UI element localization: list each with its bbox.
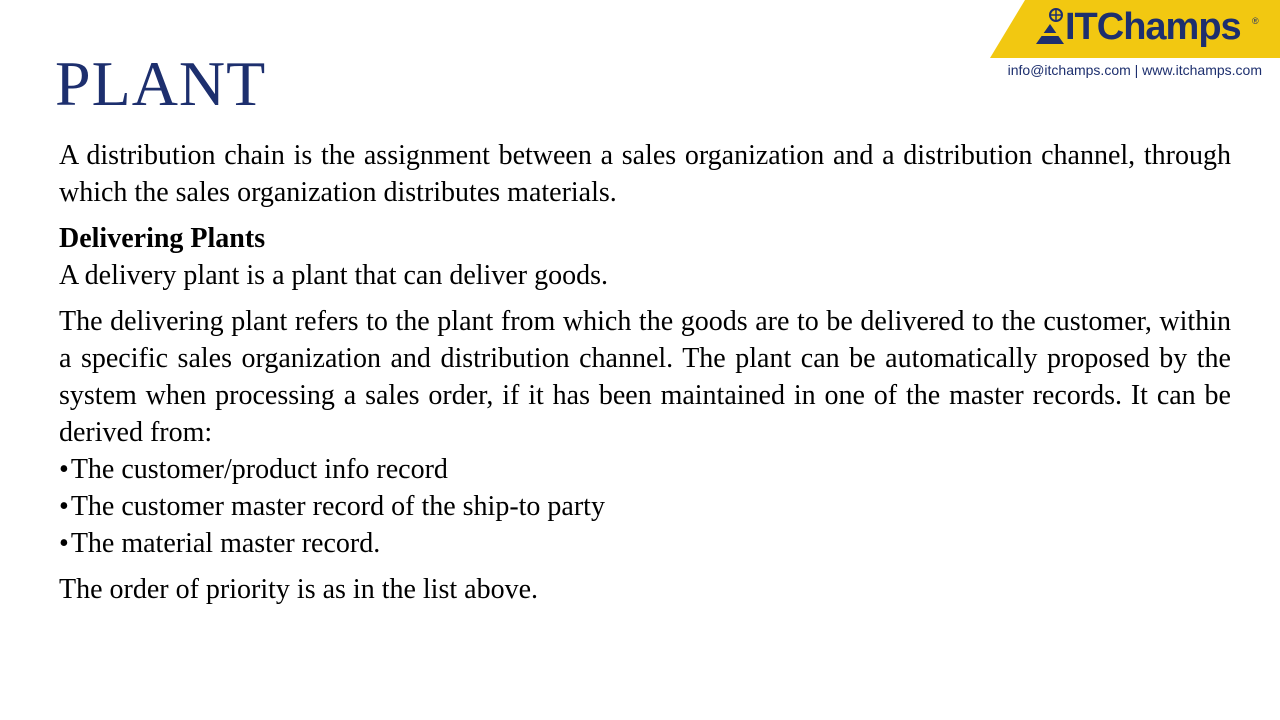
- source-list: [59, 451, 1231, 562]
- list-item-text: The customer master record of the ship-to party: [70, 491, 605, 522]
- list-item: [59, 525, 1231, 562]
- closing-text: The order of priority is as in the list above.: [59, 574, 538, 605]
- registered-mark: ®: [1252, 16, 1259, 26]
- bullet-icon: •: [59, 454, 69, 485]
- slide-body: [59, 137, 1231, 608]
- slide-title: PLANT: [55, 48, 267, 119]
- list-item: [59, 451, 1231, 488]
- explanation-paragraph: The delivering plant refers to the plant from which the goods are to be delivered to the customer, within a specific sales organization and distribution channel. The plant can be automatically proposed by the system when processing a sales order, if it has been maintained in one of the master records. It can be derived from:: [59, 306, 1231, 448]
- bullet-icon: •: [59, 491, 69, 522]
- list-item: [59, 488, 1231, 525]
- list-item-text: The customer/product info record: [70, 454, 448, 485]
- section-heading: Delivering Plants: [59, 223, 266, 254]
- contact-info: info@itchamps.com | www.itchamps.com: [1007, 62, 1262, 78]
- company-logo: [990, 0, 1280, 58]
- bullet-icon: •: [59, 528, 69, 559]
- logo-wordmark: ITChamps: [1065, 6, 1241, 48]
- intro-paragraph: A distribution chain is the assignment between a sales organization and a distribution channel, through which the sales organization distributes materials.: [59, 140, 1231, 208]
- definition-text: A delivery plant is a plant that can deliver goods.: [59, 260, 608, 291]
- globe-pyramid-icon: [1034, 6, 1064, 46]
- list-item-text: The material master record.: [70, 528, 381, 559]
